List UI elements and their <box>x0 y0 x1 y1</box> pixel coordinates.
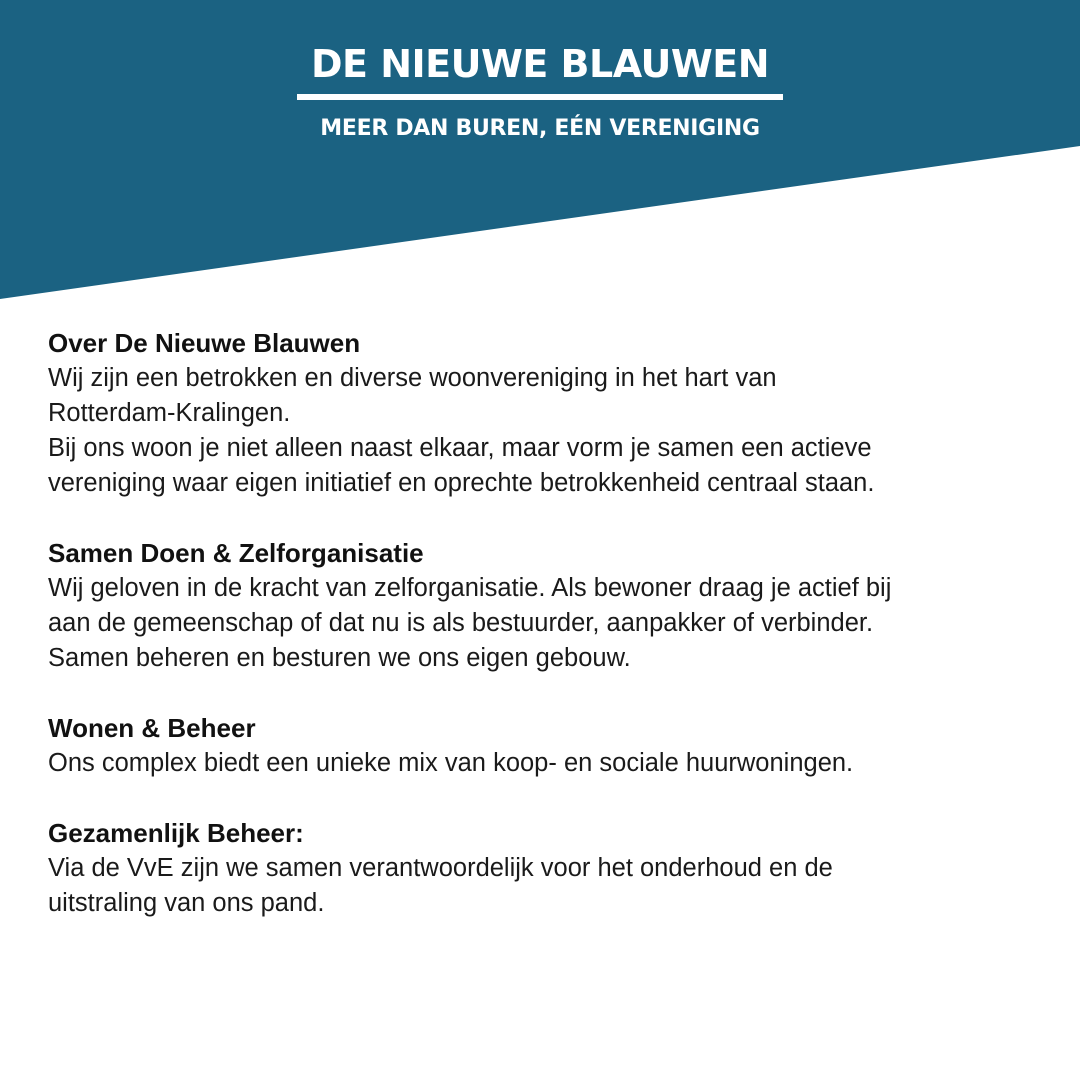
title-divider <box>297 94 783 100</box>
text-line: aan de gemeenschap of dat nu is als bestuurder, aanpakker of verbinder. <box>48 609 874 637</box>
section-text <box>48 851 1038 921</box>
text-line: Rotterdam-Kralingen. <box>48 399 291 427</box>
section-self-organisation <box>48 536 1038 676</box>
page-title: DE NIEUWE BLAUWEN <box>310 42 770 86</box>
text-line: uitstraling van ons pand. <box>48 889 325 917</box>
content-body <box>48 326 1038 956</box>
section-heading: Over De Nieuwe Blauwen <box>48 328 361 358</box>
text-line: Ons complex biedt een unieke mix van koop- en sociale huurwoningen. <box>48 749 854 777</box>
text-line: Via de VvE zijn we samen verantwoordelijk voor het onderhoud en de <box>48 854 833 882</box>
section-text <box>48 571 1038 676</box>
section-heading: Samen Doen & Zelforganisatie <box>48 538 424 568</box>
text-line: Bij ons woon je niet alleen naast elkaar, maar vorm je samen een actieve <box>48 434 872 462</box>
section-joint-management <box>48 816 1038 921</box>
text-line: Samen beheren en besturen we ons eigen gebouw. <box>48 644 631 672</box>
page-subtitle: MEER DAN BUREN, EÉN VERENIGING <box>320 116 760 141</box>
section-heading: Wonen & Beheer <box>48 713 256 743</box>
section-about <box>48 326 1038 501</box>
text-line: vereniging waar eigen initiatief en oprechte betrokkenheid centraal staan. <box>48 469 875 497</box>
text-line: Wij geloven in de kracht van zelforganisatie. Als bewoner draag je actief bij <box>48 574 892 602</box>
section-living <box>48 711 1038 781</box>
section-heading: Gezamenlijk Beheer: <box>48 818 304 848</box>
section-text <box>48 361 1038 501</box>
section-text <box>48 746 1038 781</box>
text-line: Wij zijn een betrokken en diverse woonvereniging in het hart van <box>48 364 777 392</box>
